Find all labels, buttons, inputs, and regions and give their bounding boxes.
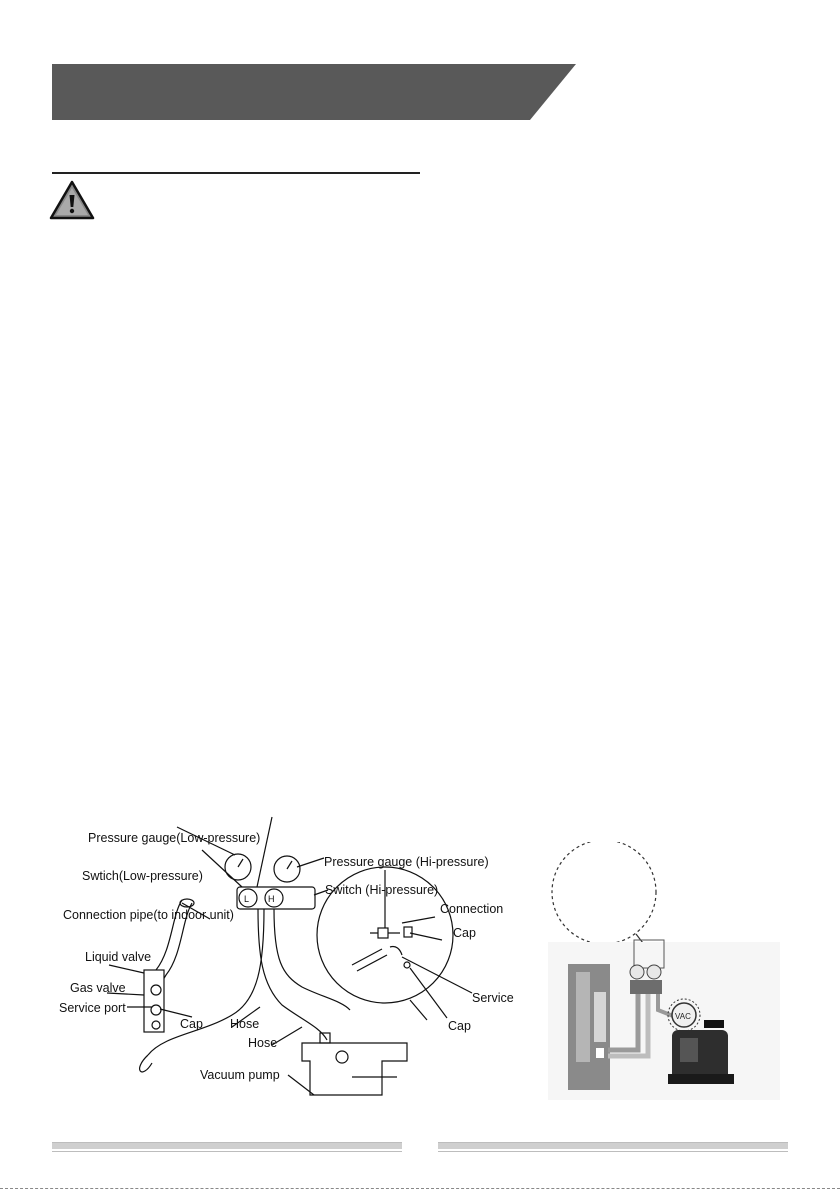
vac-gauge-text: VAC (675, 1012, 691, 1021)
footer-bar-left (52, 1142, 402, 1149)
label-cap-bottom: Cap (448, 1019, 471, 1033)
label-pressure-gauge-low: Pressure gauge(Low-pressure) (88, 831, 261, 845)
footer-bar-right (438, 1142, 788, 1149)
warning-triangle-icon (49, 180, 95, 220)
label-switch-hi: Switch (Hi-pressure) (325, 883, 439, 897)
vacuum-pump-illustration (548, 842, 780, 1100)
svg-text:H: H (268, 894, 275, 904)
section-banner (52, 64, 576, 120)
vacuum-diagram (52, 795, 532, 1115)
label-cap-top: Cap (453, 926, 476, 940)
section-rule (52, 172, 420, 174)
label-vacuum-pump: Vacuum pump (200, 1068, 280, 1082)
label-liquid-valve: Liquid valve (85, 950, 152, 964)
svg-text:L: L (244, 894, 250, 904)
footer-line-right (438, 1151, 788, 1152)
label-service: Service (472, 991, 514, 1005)
label-connection: Connection (440, 902, 504, 916)
label-hose-2: Hose (248, 1036, 278, 1050)
page-trim-line (0, 1188, 840, 1189)
label-connection-pipe: Connection pipe(to indoor unit) (63, 908, 234, 922)
label-hose-1: Hose (230, 1017, 260, 1031)
label-cap-left: Cap (180, 1017, 203, 1031)
label-pressure-gauge-hi: Pressure gauge (Hi-pressure) (324, 855, 489, 869)
label-switch-low: Swtich(Low-pressure) (82, 869, 203, 883)
label-service-port: Service port (59, 1001, 126, 1015)
label-gas-valve: Gas valve (70, 981, 126, 995)
footer-line-left (52, 1151, 402, 1152)
